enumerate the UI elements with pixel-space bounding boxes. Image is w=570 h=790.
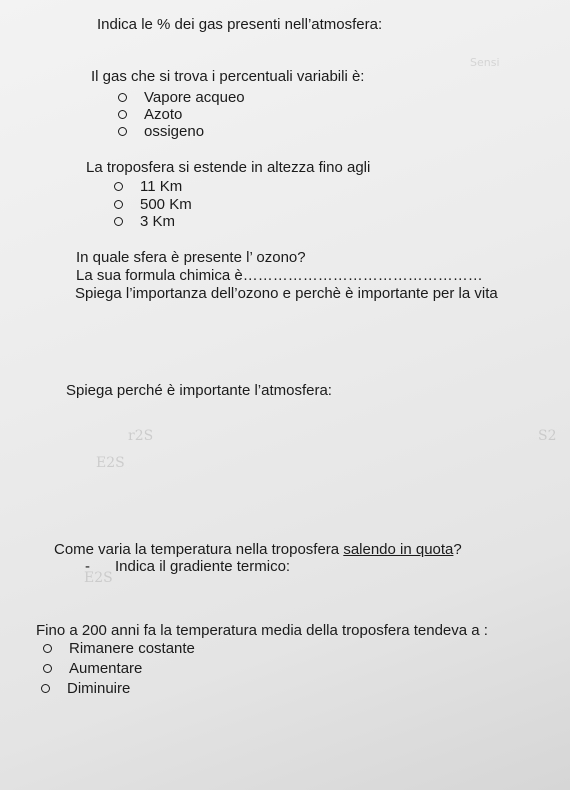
- option-diminuire[interactable]: Diminuire: [41, 680, 130, 698]
- question-ozone-formula: La sua formula chimica è…………………………………………: [76, 267, 483, 284]
- question-variable-gas: Il gas che si trova i percentuali variabili è:: [91, 68, 365, 85]
- dash-mark: -: [85, 558, 90, 575]
- option-ossigeno[interactable]: ossigeno: [118, 123, 204, 141]
- option-11km[interactable]: 11 Km: [114, 178, 182, 196]
- question-ozone-importance: Spiega l’importanza dell’ozono e perchè è importante per la vita: [75, 285, 498, 302]
- question-temperature-altitude: Come varia la temperatura nella troposfera salendo in quota?: [54, 541, 462, 558]
- option-500km[interactable]: 500 Km: [114, 196, 192, 214]
- radio-circle-icon: [114, 217, 123, 226]
- option-3km[interactable]: 3 Km: [114, 213, 175, 231]
- show-through-mark: r2S: [128, 428, 154, 444]
- radio-circle-icon: [118, 127, 127, 136]
- show-through-mark: E2S: [96, 455, 125, 471]
- option-rimanere-costante[interactable]: Rimanere costante: [43, 640, 195, 658]
- radio-circle-icon: [114, 200, 123, 209]
- radio-circle-icon: [41, 684, 50, 693]
- question-atmosphere-importance: Spiega perché è importante l’atmosfera:: [66, 382, 332, 399]
- question-ozone-sphere: In quale sfera è presente l’ ozono?: [76, 249, 306, 266]
- radio-circle-icon: [43, 644, 52, 653]
- option-vapore[interactable]: Vapore acqueo: [118, 89, 245, 107]
- question-thermal-gradient: - Indica il gradiente termico:: [85, 558, 291, 575]
- option-aumentare[interactable]: Aumentare: [43, 660, 142, 678]
- show-through-mark: S2: [538, 428, 557, 444]
- radio-circle-icon: [118, 110, 127, 119]
- show-through-text: Sensi: [470, 56, 500, 69]
- question-gas-percent: Indica le % dei gas presenti nell’atmosfera:: [97, 16, 383, 33]
- radio-circle-icon: [114, 182, 123, 191]
- question-troposphere-height: La troposfera si estende in altezza fino agli: [86, 159, 371, 176]
- radio-circle-icon: [118, 93, 127, 102]
- question-temperature-trend: Fino a 200 anni fa la temperatura media della troposfera tendeva a :: [36, 622, 488, 639]
- option-azoto[interactable]: Azoto: [118, 106, 182, 124]
- show-through-mark: E2S: [84, 570, 113, 586]
- radio-circle-icon: [43, 664, 52, 673]
